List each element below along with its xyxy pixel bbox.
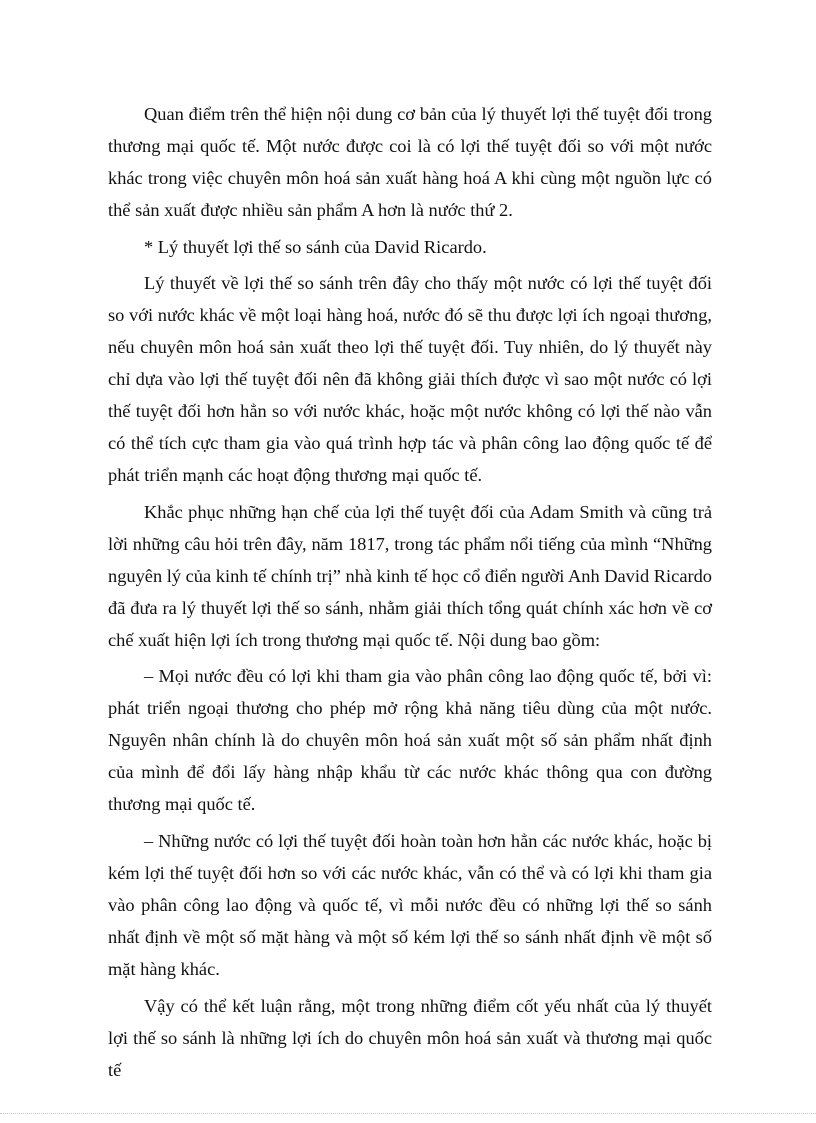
paragraph-absolute-advantage-summary: Quan điểm trên thể hiện nội dung cơ bản của lý thuyết lợi thế tuyệt đối trong thương mại quốc tế. Một nước được coi là có lợi thế tuyệt đối so với một nước khác trong việc chuyên môn hoá sản xuất hàng hoá A khi cùng một nguồn lực có thể sản xuất được nhiều sản phẩm A hơn là nước thứ 2. [108,104,712,220]
paragraph-ricardo-intro: Khắc phục những hạn chế của lợi thế tuyệt đối của Adam Smith và cũng trả lời những câu hỏi trên đây, năm 1817, trong tác phẩm nổi tiếng của mình “Những nguyên lý của kinh tế chính trị” nhà kinh tế học cổ điển người Anh David Ricardo đã đưa ra lý thuyết lợi thế so sánh, nhằm giải thích tổng quát chính xác hơn về cơ chế xuất hiện lợi ích trong thương mại quốc tế. Nội dung bao gồm: [108,501,712,650]
paragraph-limitations: Lý thuyết về lợi thế so sánh trên đây cho thấy một nước có lợi thế tuyệt đối so với nước khác về một loại hàng hoá, nước đó sẽ thu được lợi ích ngoại thương, nếu chuyên môn hoá sản xuất theo lợi thế tuyệt đối. Tuy nhiên, do lý thuyết này chỉ dựa vào lợi thế tuyệt đối nên đã không giải thích được vì sao một nước có lợi thế tuyệt đối hơn hẳn so với nước khác, hoặc một nước không có lợi thế nào vẫn có thể tích cực tham gia vào quá trình hợp tác và phân công lao động quốc tế để phát triển mạnh các hoạt động thương mại quốc tế. [108,273,712,486]
document-body [108,98,712,1090]
section-heading-comparative-advantage: * Lý thuyết lợi thế so sánh của David Ricardo. [144,236,487,257]
paragraph-point-one: – Mọi nước đều có lợi khi tham gia vào phân công lao động quốc tế, bởi vì: phát triển ngoại thương cho phép mở rộng khả năng tiêu dùng của một nước. Nguyên nhân chính là do chuyên môn hoá sản xuất một số sản phẩm nhất định của mình để đổi lấy hàng nhập khẩu từ các nước khác thông qua con đường thương mại quốc tế. [108,666,712,815]
paragraph-conclusion: Vậy có thể kết luận rằng, một trong những điểm cốt yếu nhất của lý thuyết lợi thế so sánh là những lợi ích do chuyên môn hoá sản xuất và thương mại quốc tế [108,995,712,1080]
paragraph-point-two: – Những nước có lợi thế tuyệt đối hoàn toàn hơn hẳn các nước khác, hoặc bị kém lợi thế tuyệt đối hơn so với các nước khác, vẫn có thể và có lợi khi tham gia vào phân công lao động và quốc tế, vì mỗi nước đều có những lợi thế so sánh nhất định về một số mặt hàng và một số kém lợi thế so sánh nhất định về một số mặt hàng khác. [108,830,712,979]
page-bottom-divider [0,1113,816,1114]
